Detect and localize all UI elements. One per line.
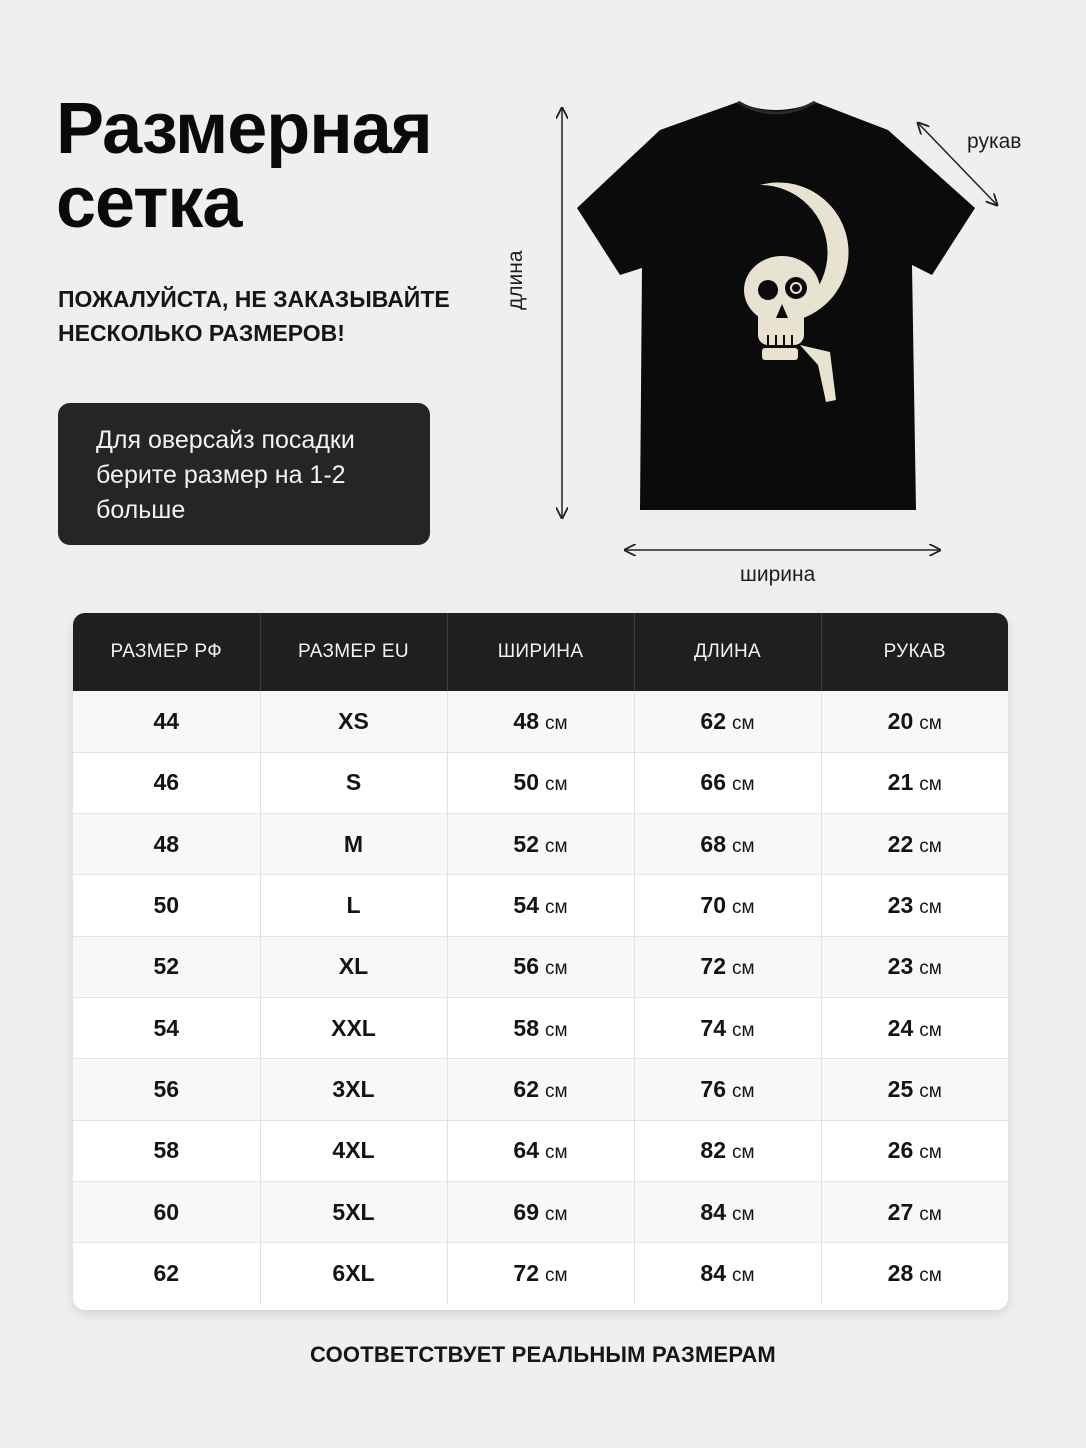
header-sleeve: РУКАВ — [821, 613, 1008, 691]
unit-label: см — [919, 712, 942, 734]
unit-label: см — [732, 1203, 755, 1225]
unit-label: см — [545, 835, 568, 857]
cell-size-eu — [260, 936, 447, 997]
unit-label: см — [919, 1265, 942, 1287]
cell-size-ru-value: 48 — [153, 830, 180, 857]
header-size-eu: РАЗМЕР EU — [260, 613, 447, 691]
cell-length-value: 84 — [700, 1198, 727, 1225]
sleeve-label: рукав — [967, 130, 1022, 153]
tshirt-diagram — [500, 90, 1060, 600]
cell-size-ru — [73, 936, 260, 997]
cell-width-value: 69 — [513, 1198, 540, 1225]
width-label: ширина — [740, 563, 816, 586]
unit-label: см — [919, 897, 942, 919]
cell-width — [447, 1181, 634, 1242]
cell-width-value: 52 — [513, 830, 540, 857]
title-line-1: Размерная — [56, 89, 432, 169]
cell-sleeve — [821, 1243, 1008, 1304]
title-line-2: сетка — [56, 163, 242, 243]
cell-sleeve-value: 21 — [887, 769, 914, 796]
cell-size-ru-value: 52 — [153, 953, 180, 980]
cell-length — [634, 1243, 821, 1304]
table-header-row — [73, 613, 1008, 691]
cell-size-eu — [260, 1243, 447, 1304]
cell-width — [447, 814, 634, 875]
unit-label: см — [919, 1080, 942, 1102]
cell-sleeve-value: 24 — [887, 1014, 914, 1041]
cell-length-value: 68 — [700, 830, 727, 857]
cell-length-value: 82 — [700, 1137, 727, 1164]
cell-size-eu — [260, 1059, 447, 1120]
cell-sleeve — [821, 997, 1008, 1058]
table-row — [73, 936, 1008, 997]
unit-label: см — [545, 1265, 568, 1287]
cell-width — [447, 936, 634, 997]
cell-width — [447, 875, 634, 936]
cell-length — [634, 691, 821, 752]
cell-length — [634, 1120, 821, 1181]
size-table — [73, 613, 1008, 1310]
cell-size-eu-value: M — [343, 830, 364, 857]
cell-length-value: 66 — [700, 769, 727, 796]
cell-sleeve-value: 20 — [887, 707, 914, 734]
unit-label: см — [732, 774, 755, 796]
cell-length — [634, 997, 821, 1058]
table-row — [73, 875, 1008, 936]
cell-size-ru — [73, 1059, 260, 1120]
unit-label: см — [732, 1265, 755, 1287]
cell-sleeve — [821, 814, 1008, 875]
tshirt-illustration — [500, 90, 1060, 600]
cell-size-eu — [260, 1120, 447, 1181]
table-row — [73, 1059, 1008, 1120]
cell-length-value: 70 — [700, 892, 727, 919]
cell-size-ru-value: 46 — [153, 769, 180, 796]
cell-sleeve-value: 27 — [887, 1198, 914, 1225]
warning-line-2: НЕСКОЛЬКО РАЗМЕРОВ! — [58, 320, 345, 346]
unit-label: см — [919, 835, 942, 857]
unit-label: см — [732, 958, 755, 980]
cell-sleeve — [821, 1120, 1008, 1181]
cell-size-eu — [260, 752, 447, 813]
cell-width-value: 64 — [513, 1137, 540, 1164]
cell-length — [634, 752, 821, 813]
cell-sleeve — [821, 752, 1008, 813]
table-row — [73, 1120, 1008, 1181]
unit-label: см — [545, 712, 568, 734]
cell-width-value: 50 — [513, 769, 540, 796]
table-row — [73, 1243, 1008, 1304]
cell-length-value: 72 — [700, 953, 727, 980]
cell-sleeve — [821, 1059, 1008, 1120]
unit-label: см — [545, 958, 568, 980]
cell-width — [447, 691, 634, 752]
cell-sleeve-value: 25 — [887, 1075, 914, 1102]
unit-label: см — [545, 774, 568, 796]
table-row — [73, 752, 1008, 813]
cell-width-value: 62 — [513, 1075, 540, 1102]
cell-size-ru — [73, 1181, 260, 1242]
unit-label: см — [919, 958, 942, 980]
cell-width — [447, 1243, 634, 1304]
oversize-note: Для оверсайз посадки берите размер на 1-2 больше — [58, 403, 430, 545]
cell-sleeve-value: 28 — [887, 1260, 914, 1287]
unit-label: см — [545, 1142, 568, 1164]
cell-width — [447, 752, 634, 813]
cell-size-ru-value: 62 — [153, 1260, 180, 1287]
cell-length — [634, 1181, 821, 1242]
unit-label: см — [732, 1080, 755, 1102]
cell-sleeve — [821, 875, 1008, 936]
cell-length — [634, 875, 821, 936]
cell-size-ru — [73, 814, 260, 875]
cell-size-eu-value: L — [346, 892, 361, 919]
cell-sleeve-value: 26 — [887, 1137, 914, 1164]
cell-sleeve-value: 23 — [887, 953, 914, 980]
cell-size-ru — [73, 997, 260, 1058]
cell-size-ru-value: 58 — [153, 1137, 180, 1164]
warning-line-1: ПОЖАЛУЙСТА, НЕ ЗАКАЗЫВАЙТЕ — [58, 286, 450, 312]
cell-size-ru — [73, 1243, 260, 1304]
cell-size-eu-value: 5XL — [332, 1198, 375, 1225]
table-row — [73, 997, 1008, 1058]
cell-sleeve-value: 23 — [887, 892, 914, 919]
unit-label: см — [919, 1142, 942, 1164]
cell-size-eu — [260, 875, 447, 936]
cell-width-value: 54 — [513, 892, 540, 919]
cell-size-ru — [73, 1120, 260, 1181]
cell-size-eu — [260, 1181, 447, 1242]
cell-size-ru-value: 60 — [153, 1198, 180, 1225]
cell-size-ru-value: 54 — [153, 1014, 180, 1041]
unit-label: см — [732, 835, 755, 857]
cell-sleeve — [821, 1181, 1008, 1242]
cell-length — [634, 814, 821, 875]
unit-label: см — [545, 1019, 568, 1041]
header-length: ДЛИНА — [634, 613, 821, 691]
footer-text: СООТВЕТСТВУЕТ РЕАЛЬНЫМ РАЗМЕРАМ — [310, 1342, 776, 1367]
cell-size-ru — [73, 875, 260, 936]
header-width: ШИРИНА — [447, 613, 634, 691]
unit-label: см — [545, 897, 568, 919]
warning-text — [58, 282, 518, 350]
length-label: длина — [504, 250, 527, 310]
cell-size-ru-value: 50 — [153, 892, 180, 919]
cell-length-value: 74 — [700, 1014, 727, 1041]
cell-length-value: 62 — [700, 707, 727, 734]
cell-size-eu-value: XS — [338, 707, 369, 734]
unit-label: см — [919, 1019, 942, 1041]
cell-size-eu-value: S — [345, 769, 362, 796]
cell-width — [447, 997, 634, 1058]
cell-length-value: 84 — [700, 1260, 727, 1287]
table-row — [73, 691, 1008, 752]
cell-size-eu — [260, 814, 447, 875]
cell-size-eu-value: 4XL — [332, 1137, 375, 1164]
cell-sleeve — [821, 691, 1008, 752]
cell-width — [447, 1120, 634, 1181]
page-title — [56, 89, 432, 243]
cell-size-ru-value: 56 — [153, 1075, 180, 1102]
table-row — [73, 1181, 1008, 1242]
header-size-ru: РАЗМЕР РФ — [73, 613, 260, 691]
cell-width-value: 48 — [513, 707, 540, 734]
cell-size-eu-value: XL — [338, 953, 369, 980]
unit-label: см — [732, 712, 755, 734]
cell-length — [634, 1059, 821, 1120]
table-row — [73, 814, 1008, 875]
cell-length-value: 76 — [700, 1075, 727, 1102]
cell-width — [447, 1059, 634, 1120]
cell-size-eu-value: 6XL — [332, 1260, 375, 1287]
unit-label: см — [545, 1080, 568, 1102]
cell-sleeve — [821, 936, 1008, 997]
cell-size-eu-value: XXL — [331, 1014, 376, 1041]
unit-label: см — [545, 1203, 568, 1225]
unit-label: см — [732, 897, 755, 919]
cell-size-ru — [73, 752, 260, 813]
cell-size-eu — [260, 997, 447, 1058]
cell-sleeve-value: 22 — [887, 830, 914, 857]
cell-size-ru-value: 44 — [153, 707, 180, 734]
unit-label: см — [732, 1142, 755, 1164]
unit-label: см — [919, 1203, 942, 1225]
cell-width-value: 72 — [513, 1260, 540, 1287]
cell-size-eu — [260, 691, 447, 752]
cell-length — [634, 936, 821, 997]
cell-size-eu-value: 3XL — [332, 1075, 375, 1102]
cell-width-value: 58 — [513, 1014, 540, 1041]
unit-label: см — [732, 1019, 755, 1041]
cell-size-ru — [73, 691, 260, 752]
unit-label: см — [919, 774, 942, 796]
cell-width-value: 56 — [513, 953, 540, 980]
